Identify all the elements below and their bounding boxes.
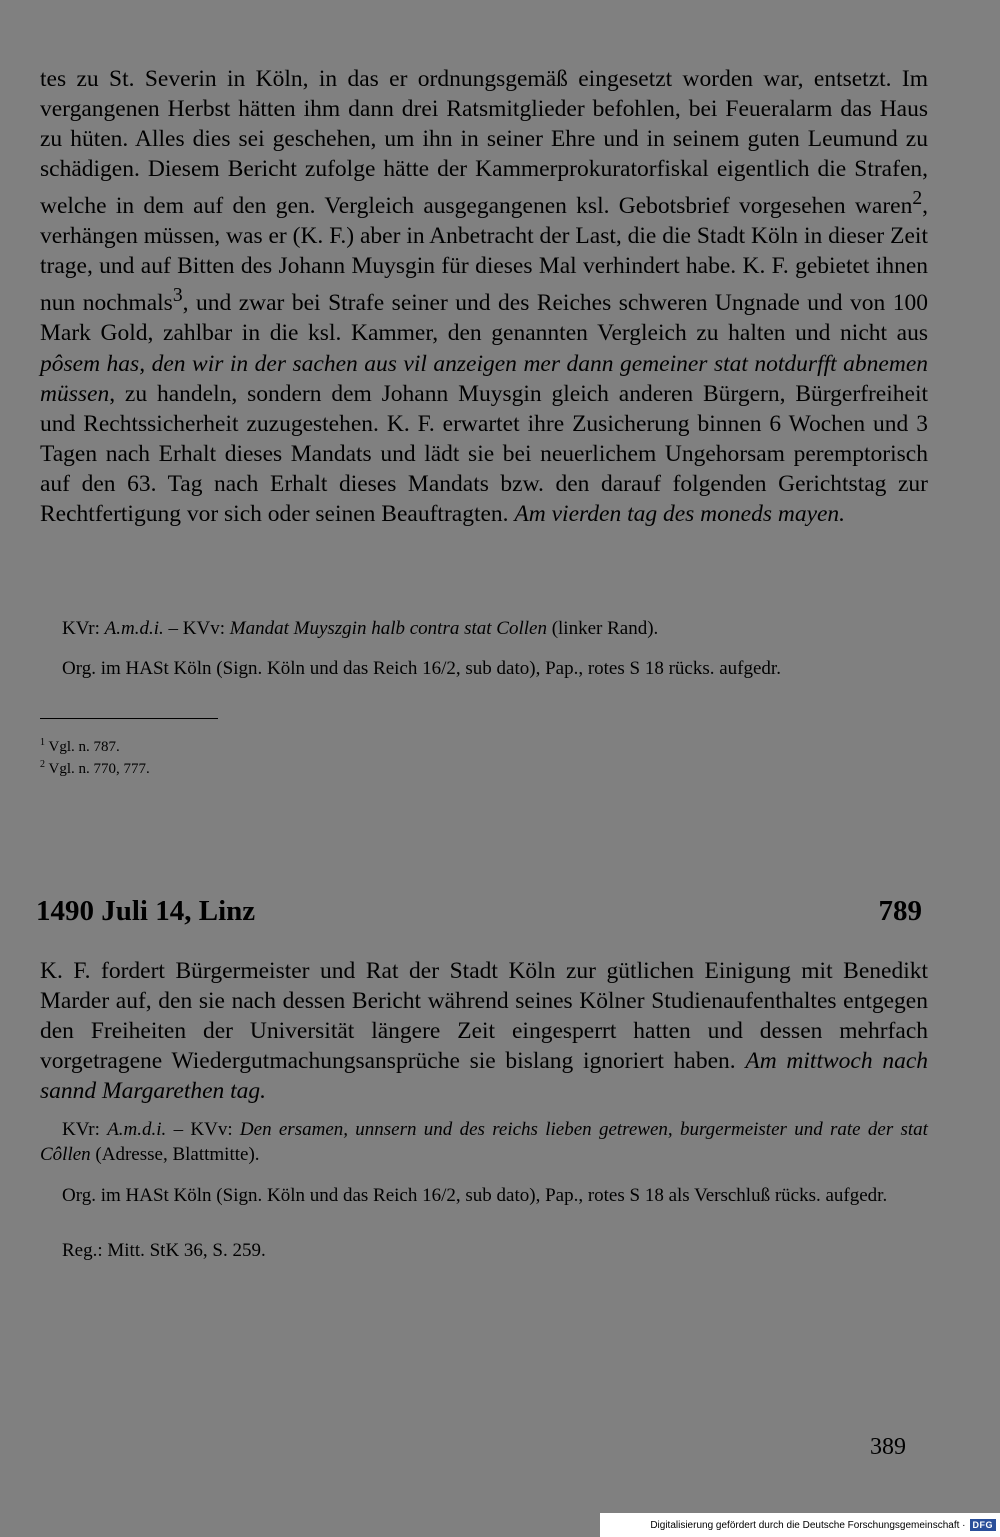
footnote-ref: 3 [172,285,183,307]
org-note-2 [40,1183,928,1208]
dfg-logo: DFG [970,1519,997,1531]
org-text [40,1183,928,1208]
text-run: tes zu St. Severin in Köln, in das er ordnungsgemäß eingesetzt worden war, entsetzt. Im vergangenen Herbst hätten ihm dann drei Ratsmitglieder befohlen, bei Feueralarm das Haus zu hüten. Alles dies sei geschehen, um ihn in seiner Ehre und in seinem guten Leumund zu schädigen. Diesem Bericht zufolge hätte der Kammerprokuratorfiskal eigentlich die Strafen, welche in dem auf den gen. Vergleich ausgegangenen ksl. Gebotsbrief vorgesehen waren [40,66,928,220]
kv-note-1 [40,616,928,641]
footnote-number: 2 [40,759,45,770]
kv-text [40,1117,928,1167]
text-run: (linker Rand). [546,618,659,639]
kv-note-2 [40,1117,928,1167]
footnotes [40,734,928,778]
footnote-number: 1 [40,737,45,748]
entry-number: 789 [878,895,922,927]
text-run: – KVv: [163,618,230,639]
text-run: , verhängen müssen, was er (K. F.) aber in Anbetracht der Last, die die Stadt Köln in dieser Zeit trage, und auf Bitten des Johann Muysgin für dieses Mal verhindert habe. K. F. gebietet ihnen nun nochmals [40,193,928,317]
digitization-credit-bar [600,1513,1000,1537]
italic-quote: Am vierden tag des moneds mayen. [514,500,846,527]
reg-text: Reg.: Mitt. StK 36, S. 259. [62,1240,266,1261]
entry-heading [36,895,922,935]
kv-text [40,616,928,641]
italic-quote: A.m.d.i. [107,1119,167,1140]
italic-quote: Mandat Muyszgin halb contra stat Collen [229,618,547,639]
italic-quote: Den ersamen, unnsern und des reichs lieben getrewen, burgermeister und rate der stat Côllen [40,1119,928,1165]
footnote-2 [40,756,928,778]
text-run: KVr: [62,618,105,639]
body-paragraph-1 [40,64,928,529]
italic-quote: Am mittwoch nach sannd Margarethen tag. [40,1048,929,1105]
italic-quote: A.m.d.i. [104,618,164,639]
footnote-1 [40,734,928,756]
footnote-divider [40,718,218,719]
text-run: – KVv: [166,1119,240,1140]
text-run: (Adresse, Blattmitte). [90,1144,260,1165]
page-number: 389 [870,1434,906,1460]
italic-quote: pôsem has, den wir in der sachen aus vil anzeigen mer dann gemeiner stat notdurfft abnemen müssen [40,350,928,407]
text-run: K. F. fordert Bürgermeister und Rat der Stadt Köln zur gütlichen Einigung mit Benedikt Marder auf, den sie nach dessen Bericht während seines Kölner Studienaufenthaltes entgegen den Freiheiten der Universität längere Zeit eingesperrt hatten und dessen mehrfach vorgetragene Wiedergutmachungsansprüche sie bislang ignoriert haben. [40,958,928,1075]
text-run: Org. im HASt Köln (Sign. Köln und das Reich 16/2, sub dato), Pap., rotes S 18 als Verschluß rücks. aufgedr. [62,1185,888,1206]
paragraph-text [40,64,928,529]
body-paragraph-2 [40,956,928,1106]
entry-date-place: 1490 Juli 14, Linz [36,895,256,927]
org-text [40,656,928,681]
org-note-1 [40,656,928,681]
text-run: KVr: [62,1119,108,1140]
text-run: , und zwar bei Strafe seiner und des Reiches schweren Ungnade und von 100 Mark Gold, zahlbar in die ksl. Kammer, den genannten Vergleich zu halten und nicht aus [40,290,928,347]
text-run: Org. im HASt Köln (Sign. Köln und das Reich 16/2, sub dato), Pap., rotes S 18 rücks. aufgedr. [62,658,781,679]
credit-text: Digitalisierung gefördert durch die Deutsche Forschungsgemeinschaft · [650,1519,966,1531]
text-run: , zu handeln, sondern dem Johann Muysgin gleich anderen Bürgern, Bürgerfreiheit und Rechtssicherheit zuzugestehen. K. F. erwartet ihre Zusicherung binnen 6 Wochen und 3 Tagen nach Erhalt dieses Mandats und lädt sie bei neuerlichem Ungehorsam peremptorisch auf den 63. Tag nach Erhalt dieses Mandats bzw. den darauf folgenden Gerichtstag zur Rechtfertigung vor sich oder seinen Beauftragten. [40,380,928,527]
footnote-ref: 2 [912,188,923,210]
paragraph-text [40,956,928,1106]
footnote-text: Vgl. n. 787. [48,739,120,755]
reg-note [40,1238,928,1263]
footnote-text: Vgl. n. 770, 777. [48,761,150,777]
